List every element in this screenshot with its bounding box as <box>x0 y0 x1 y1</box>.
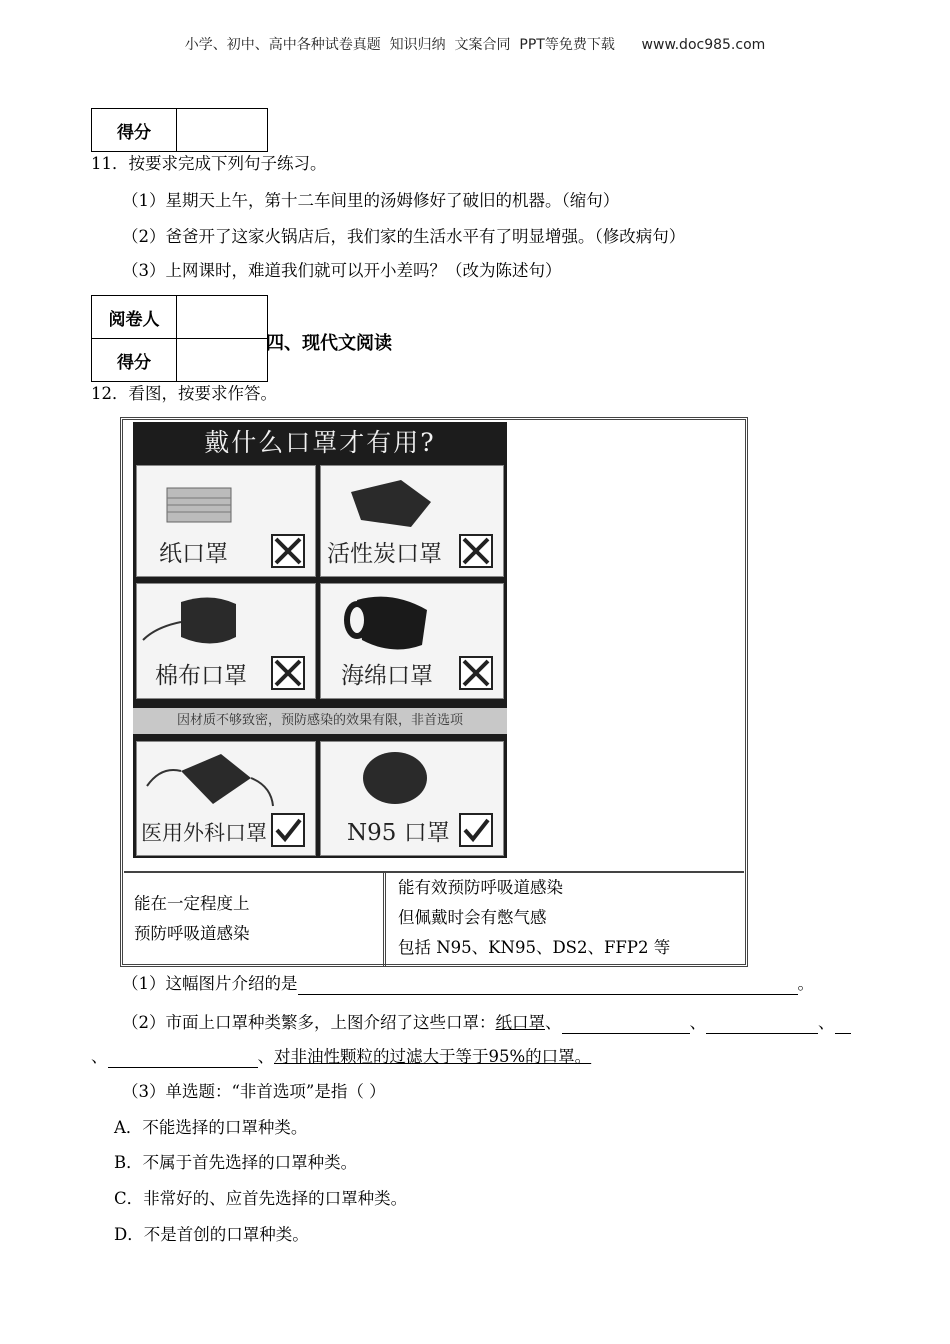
paper-mask-icon <box>159 480 239 530</box>
answer-blank-4[interactable] <box>835 1015 851 1034</box>
cross-box-icon <box>271 656 305 690</box>
sub1-prefix: （1）这幅图片介绍的是 <box>122 974 298 993</box>
given-answer: 纸口罩 <box>495 1013 545 1032</box>
sponge-mask-icon <box>337 590 447 656</box>
tile-label: 海绵口罩 <box>341 663 433 689</box>
question-11-item-1: （1）星期天上午，第十二车间里的汤姆修好了破旧的机器。（缩句） <box>122 191 620 210</box>
answer-blank-5[interactable] <box>108 1049 258 1068</box>
sub-question-2-line-2 <box>91 1046 591 1068</box>
cell-right-line-2: 但佩戴时会有憋气感 <box>398 908 547 927</box>
tile-label: 纸口罩 <box>159 541 228 567</box>
n95-mask-icon <box>355 748 435 808</box>
tile-label: N95 口罩 <box>347 820 450 846</box>
sub1-suffix: 。 <box>797 974 814 993</box>
question-11-item-3: （3）上网课时，难道我们就可以开小差吗？（改为陈述句） <box>122 261 562 280</box>
separator: 、 <box>818 1013 835 1032</box>
tile-label: 棉布口罩 <box>155 663 247 689</box>
reviewer-entry-cell[interactable] <box>177 296 268 339</box>
cell-right-line-1: 能有效预防呼吸道感染 <box>398 878 563 897</box>
score-label: 得分 <box>92 109 177 152</box>
sub-question-2 <box>122 1012 851 1034</box>
cross-box-icon <box>271 534 305 568</box>
sub-question-3: （3）单选题：“非首选项”是指（ ） <box>122 1082 386 1101</box>
separator: 、 <box>689 1013 706 1032</box>
tile-label: 活性炭口罩 <box>327 541 442 567</box>
question-12-title: 12．看图，按要求作答。 <box>91 384 277 403</box>
tile-label: 医用外科口罩 <box>141 821 267 845</box>
option-b[interactable]: B．不属于首先选择的口罩种类。 <box>114 1153 358 1172</box>
reviewer-label: 阅卷人 <box>92 296 177 339</box>
page-header: 小学、初中、高中各种试卷真题 知识归纳 文案合同 PPT等免费下载 www.doc985.com <box>184 37 766 53</box>
answer-blank-3[interactable] <box>706 1015 818 1034</box>
poster-description-cells <box>124 871 744 967</box>
check-box-icon <box>459 813 493 847</box>
option-d[interactable]: D．不是首创的口罩种类。 <box>114 1225 309 1244</box>
separator: 、 <box>91 1047 108 1066</box>
answer-blank-2[interactable] <box>562 1015 690 1034</box>
given-answer-last: 对非油性颗粒的过滤大于等于95%的口罩。 <box>274 1047 592 1066</box>
option-c[interactable]: C．非常好的、应首先选择的口罩种类。 <box>114 1189 408 1208</box>
cross-box-icon <box>459 534 493 568</box>
score-entry-cell[interactable] <box>177 339 268 382</box>
separator: 、 <box>257 1047 274 1066</box>
cell-left <box>124 873 386 967</box>
reviewer-score-box <box>91 295 268 382</box>
cotton-mask-icon <box>141 592 261 652</box>
poster-note: 因材质不够致密，预防感染的效果有限，非首选项 <box>133 708 507 734</box>
score-box <box>91 108 268 152</box>
sub2-prefix: （2）市面上口罩种类繁多，上图介绍了这些口罩： <box>122 1013 496 1032</box>
sub-question-1 <box>122 973 814 995</box>
cell-left-line-1: 能在一定程度上 <box>134 894 250 913</box>
surgical-mask-icon <box>141 746 281 816</box>
section-title: 四、现代文阅读 <box>266 333 392 354</box>
tile-surgical-mask <box>136 741 316 856</box>
tile-n95-mask <box>320 741 504 856</box>
score-label: 得分 <box>92 339 177 382</box>
tile-carbon-mask <box>320 465 504 577</box>
carbon-mask-icon <box>341 472 441 532</box>
separator: 、 <box>545 1013 562 1032</box>
answer-blank-1[interactable] <box>298 976 798 995</box>
cell-left-line-2: 预防呼吸道感染 <box>134 924 250 943</box>
score-entry-cell[interactable] <box>177 109 268 152</box>
poster-title: 戴什么口罩才有用? <box>204 428 436 457</box>
tile-cotton-mask <box>136 583 316 699</box>
question-11-title: 11．按要求完成下列句子练习。 <box>91 154 327 173</box>
cell-right-line-3: 包括 N95、KN95、DS2、FFP2 等 <box>398 938 671 957</box>
check-box-icon <box>271 813 305 847</box>
tile-sponge-mask <box>320 583 504 699</box>
question-11-item-2: （2）爸爸开了这家火锅店后，我们家的生活水平有了明显增强。（修改病句） <box>122 227 686 246</box>
option-a[interactable]: A．不能选择的口罩种类。 <box>114 1118 308 1137</box>
cross-box-icon <box>459 656 493 690</box>
tile-paper-mask <box>136 465 316 577</box>
